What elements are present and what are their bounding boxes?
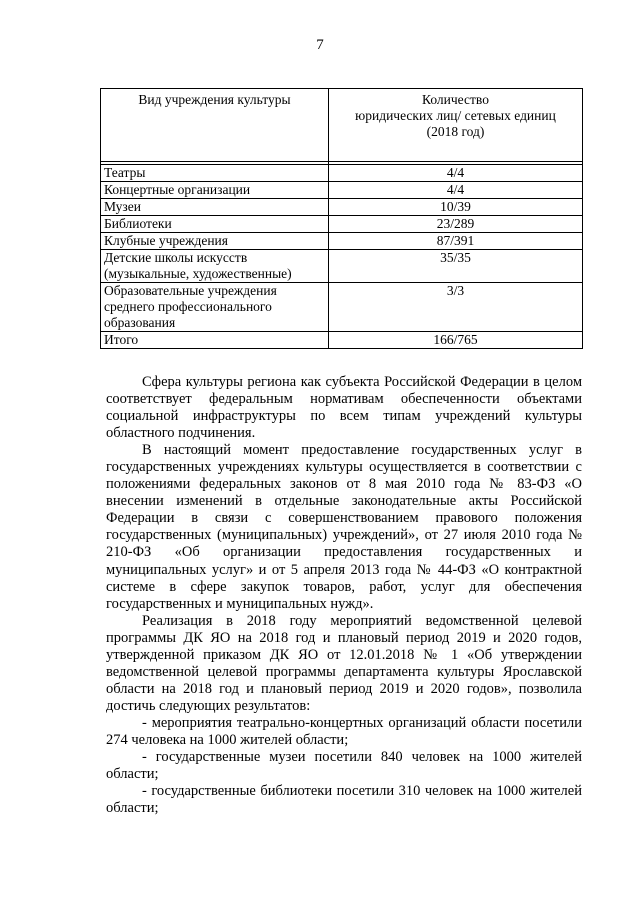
table-row	[101, 199, 583, 216]
table-row	[101, 283, 583, 332]
row-count: 87/391	[329, 233, 583, 250]
table-header-row	[101, 89, 583, 162]
row-type: Клубные учреждения	[101, 233, 329, 250]
table-row	[101, 165, 583, 182]
row-type: Театры	[101, 165, 329, 182]
table-row	[101, 233, 583, 250]
table-row	[101, 216, 583, 233]
row-type: Детские школы искусств (музыкальные, художественные)	[101, 250, 329, 283]
row-count: 10/39	[329, 199, 583, 216]
row-count: 4/4	[329, 165, 583, 182]
paragraph: - мероприятия театрально-концертных организаций области посетили 274 человека на 1000 жителей области;	[106, 714, 582, 748]
row-count: 166/765	[329, 332, 583, 349]
header-institution-type: Вид учреждения культуры	[101, 89, 329, 162]
paragraph: Реализация в 2018 году мероприятий ведомственной целевой программы ДК ЯО на 2018 год и плановый период 2019 и 2020 годов, утвержденной приказом ДК ЯО от 12.01.2018 № 1 «Об утверждении ведомственной целевой программы департамента культуры Ярославской области на 2018 год и плановый период 2019 и 2020 годов», позволила достичь следующих результатов:	[106, 612, 582, 714]
table-row	[101, 182, 583, 199]
row-type: Музеи	[101, 199, 329, 216]
row-type: Концертные организации	[101, 182, 329, 199]
row-count: 35/35	[329, 250, 583, 283]
row-type: Итого	[101, 332, 329, 349]
paragraph: Сфера культуры региона как субъекта Российской Федерации в целом соответствует федеральным нормативам обеспеченности объектами социальной инфраструктуры по всем типам учреждений культуры областного подчинения.	[106, 374, 582, 442]
page-number: 7	[316, 37, 324, 53]
paragraph: - государственные библиотеки посетили 310 человек на 1000 жителей области;	[106, 783, 582, 817]
row-count: 4/4	[329, 182, 583, 199]
culture-institutions-table	[100, 88, 583, 349]
row-count: 23/289	[329, 216, 583, 233]
table-row-total	[101, 332, 583, 349]
header-count: Количество юридических лиц/ сетевых единиц (2018 год)	[329, 89, 583, 162]
paragraph: - государственные музеи посетили 840 человек на 1000 жителей области;	[106, 749, 582, 783]
row-type: Библиотеки	[101, 216, 329, 233]
body-text	[106, 374, 582, 817]
row-count: 3/3	[329, 283, 583, 332]
table-row	[101, 250, 583, 283]
paragraph: В настоящий момент предоставление государственных услуг в государственных учреждениях культуры осуществляется в соответствии с положениями федеральных законов от 8 мая 2010 года № 83-ФЗ «О внесении изменений в отдельные законодательные акты Российской Федерации в связи с совершенствованием правового положения государственных (муниципальных) учреждений», от 27 июля 2010 года № 210-ФЗ «Об организации предоставления государственных и муниципальных услуг» и от 5 апреля 2013 года № 44-ФЗ «О контрактной системе в сфере закупок товаров, работ, услуг для обеспечения государственных и муниципальных нужд».	[106, 442, 582, 612]
row-type: Образовательные учреждения среднего профессионального образования	[101, 283, 329, 332]
